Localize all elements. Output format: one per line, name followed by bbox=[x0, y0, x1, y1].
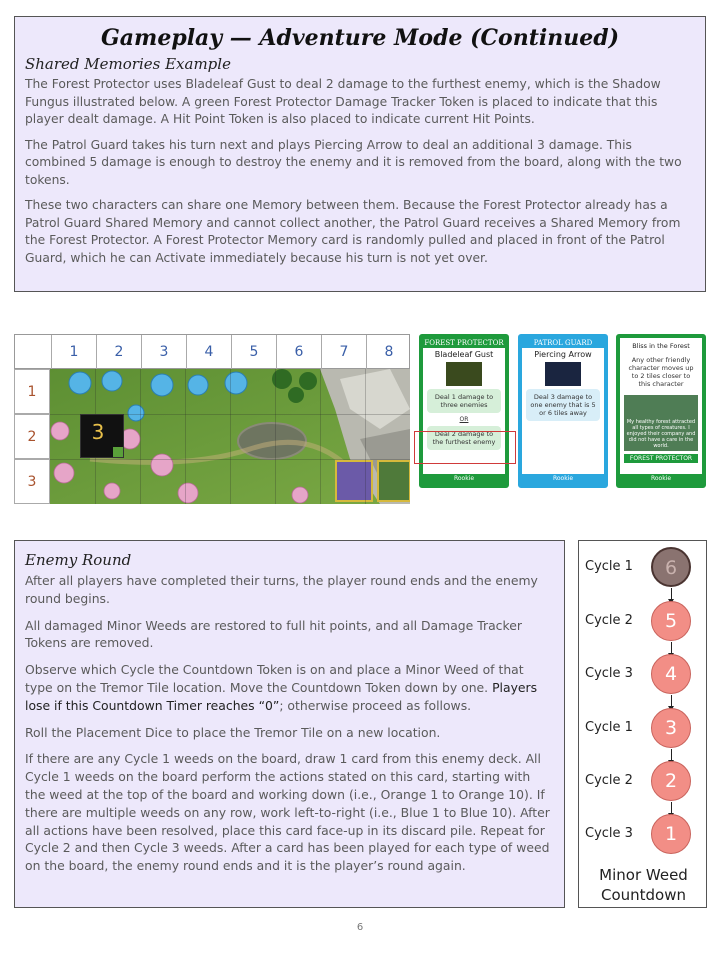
shared-memories-paragraph-2: The Patrol Guard takes his turn next and plays Piercing Arrow to deal an additional 3 damage. This combined 5 damage is enough to destroy the enemy and it is removed from the board, along with the two tokens. bbox=[25, 137, 682, 187]
enemy-round-paragraph-5: If there are any Cycle 1 weeds on the board, draw 1 card from this enemy deck. All Cycle 1 weeds on the board perform the actions stated on this card, starting with the weed at the top of the board and working down (i.e., Orange 1 to Orange 10). If there are multiple weeds on any row, work left-to-right (i.e., Blue 1 to Blue 10). After all actions have been resolved, place this card face-up in its discard pile. Repeat for Cycle 2 and then Cycle 3 weeds. After a card has been played for each type of weed on the board, the enemy round ends and it is the player’s round again. bbox=[25, 751, 550, 874]
card-art bbox=[624, 395, 698, 451]
bliss-in-the-forest-card bbox=[616, 334, 706, 488]
board-column-3: 3 bbox=[141, 335, 186, 370]
grid-line bbox=[185, 369, 186, 504]
countdown-instruction: Observe which Cycle the Countdown Token is on and place a Minor Weed of that type on the Tremor Tile location. Move the Countdown Token down by one. bbox=[25, 662, 524, 695]
countdown-step-5: 5 bbox=[651, 601, 691, 641]
board-row-2: 2 bbox=[14, 414, 50, 459]
countdown-cycle-label: Cycle 1 bbox=[585, 720, 633, 735]
countdown-caption bbox=[579, 865, 708, 905]
card-option-2: Deal 2 damage to the furthest enemy bbox=[427, 426, 501, 450]
countdown-step-4: 4 bbox=[651, 654, 691, 694]
lose-condition: Players lose if this Countdown Timer reaches “0” bbox=[25, 679, 538, 713]
enemy-round-paragraph-2: All damaged Minor Weeds are restored to full hit points, and all Damage Tracker Tokens are removed. bbox=[25, 617, 522, 651]
countdown-cycle-label: Cycle 3 bbox=[585, 666, 633, 681]
card-option-1: Deal 1 damage to three enemies bbox=[427, 389, 501, 413]
shared-memories-paragraph-3: These two characters can share one Memory between them. Because the Forest Protector already has a Patrol Guard Shared Memory and cannot collect another, the Patrol Guard receives a Shared Memory from the Forest Protector. A Forest Protector Memory card is randomly pulled and placed in front of the Patrol Guard, which he can Activate immediately because his turn is not yet over. bbox=[25, 198, 681, 265]
card-class-label: FOREST PROTECTOR bbox=[624, 454, 698, 463]
grid-line bbox=[320, 369, 321, 504]
board-row-1: 1 bbox=[14, 369, 50, 414]
grid-line bbox=[275, 369, 276, 504]
countdown-step-1: 1 bbox=[651, 814, 691, 854]
board-column-4: 4 bbox=[186, 335, 231, 370]
board-row-3: 3 bbox=[14, 459, 50, 504]
board-column-8: 8 bbox=[366, 335, 411, 370]
countdown-instruction-tail: ; otherwise proceed as follows. bbox=[279, 697, 472, 713]
countdown-arrow bbox=[671, 695, 672, 709]
enemy-round-paragraph-1: After all players have completed their turns, the player round ends and the enemy round begins. bbox=[25, 573, 538, 606]
countdown-caption-line-2: Countdown bbox=[600, 886, 687, 904]
card-text: Any other friendly character moves up to 2 tiles closer to this character bbox=[624, 352, 698, 392]
highlight-callout-box bbox=[414, 431, 516, 464]
board-column-2: 2 bbox=[96, 335, 141, 370]
grid-line bbox=[140, 369, 141, 504]
card-or-label: OR bbox=[459, 416, 469, 423]
card-footer: Rookie bbox=[423, 474, 505, 484]
damage-tracker-token bbox=[113, 447, 123, 457]
countdown-caption-line-1: Minor Weed bbox=[599, 866, 688, 884]
countdown-arrow bbox=[671, 588, 672, 602]
card-flavor-text: My healthy forest attracted all types of creatures. I enjoyed their company and did not have a care in the world. bbox=[626, 419, 696, 449]
countdown-cycle-label: Cycle 1 bbox=[585, 559, 633, 574]
board-column-1: 1 bbox=[51, 335, 96, 370]
card-name: Bladeleaf Gust bbox=[434, 350, 494, 359]
page-title: Gameplay — Adventure Mode (Continued) bbox=[101, 25, 619, 51]
card-name: Bliss in the Forest bbox=[632, 342, 690, 350]
shadow-fungus-enemy-tile bbox=[80, 414, 124, 458]
enemy-round-paragraph-3 bbox=[25, 661, 554, 714]
card-footer: Rookie bbox=[620, 474, 702, 484]
card-art bbox=[545, 362, 581, 386]
grid-line bbox=[230, 369, 231, 504]
enemy-round-heading: Enemy Round bbox=[25, 551, 132, 569]
card-option-1: Deal 3 damage to one enemy that is 5 or 6 tiles away bbox=[526, 389, 600, 421]
board-column-7: 7 bbox=[321, 335, 366, 370]
piercing-arrow-card bbox=[518, 334, 608, 488]
countdown-cycle-label: Cycle 3 bbox=[585, 826, 633, 841]
bladeleaf-gust-card bbox=[419, 334, 509, 488]
enemy-round-paragraph-4: Roll the Placement Dice to place the Tremor Tile on a new location. bbox=[25, 724, 441, 740]
game-board-illustration bbox=[14, 334, 410, 504]
page-number: 6 bbox=[356, 922, 364, 933]
shared-memories-panel bbox=[14, 16, 706, 292]
board-column-header bbox=[14, 334, 410, 369]
minor-weed-countdown bbox=[578, 540, 707, 908]
shared-memories-paragraph-1: The Forest Protector uses Bladeleaf Gust to deal 2 damage to the furthest enemy, which is the Shadow Fungus illustrated below. A green Forest Protector Damage Tracker Token is placed to indicate that this player dealt damage. A Hit Point Token is also placed to indicate current Hit Points. bbox=[25, 77, 661, 126]
shared-memories-heading: Shared Memories Example bbox=[25, 55, 231, 73]
card-art bbox=[446, 362, 482, 386]
grid-line bbox=[365, 369, 366, 504]
enemy-round-panel bbox=[14, 540, 565, 908]
countdown-token-6: 6 bbox=[651, 547, 691, 587]
grid-line bbox=[50, 459, 410, 460]
card-footer: Rookie bbox=[522, 474, 604, 484]
countdown-cycle-label: Cycle 2 bbox=[585, 613, 633, 628]
board-column-5: 5 bbox=[231, 335, 276, 370]
card-header: FOREST PROTECTOR bbox=[424, 339, 504, 347]
countdown-cycle-label: Cycle 2 bbox=[585, 773, 633, 788]
card-header: PATROL GUARD bbox=[522, 338, 604, 348]
countdown-step-3: 3 bbox=[651, 708, 691, 748]
countdown-step-2: 2 bbox=[651, 761, 691, 801]
board-column-6: 6 bbox=[276, 335, 321, 370]
hit-point-token: 3 bbox=[91, 420, 105, 444]
card-name: Piercing Arrow bbox=[534, 350, 592, 359]
